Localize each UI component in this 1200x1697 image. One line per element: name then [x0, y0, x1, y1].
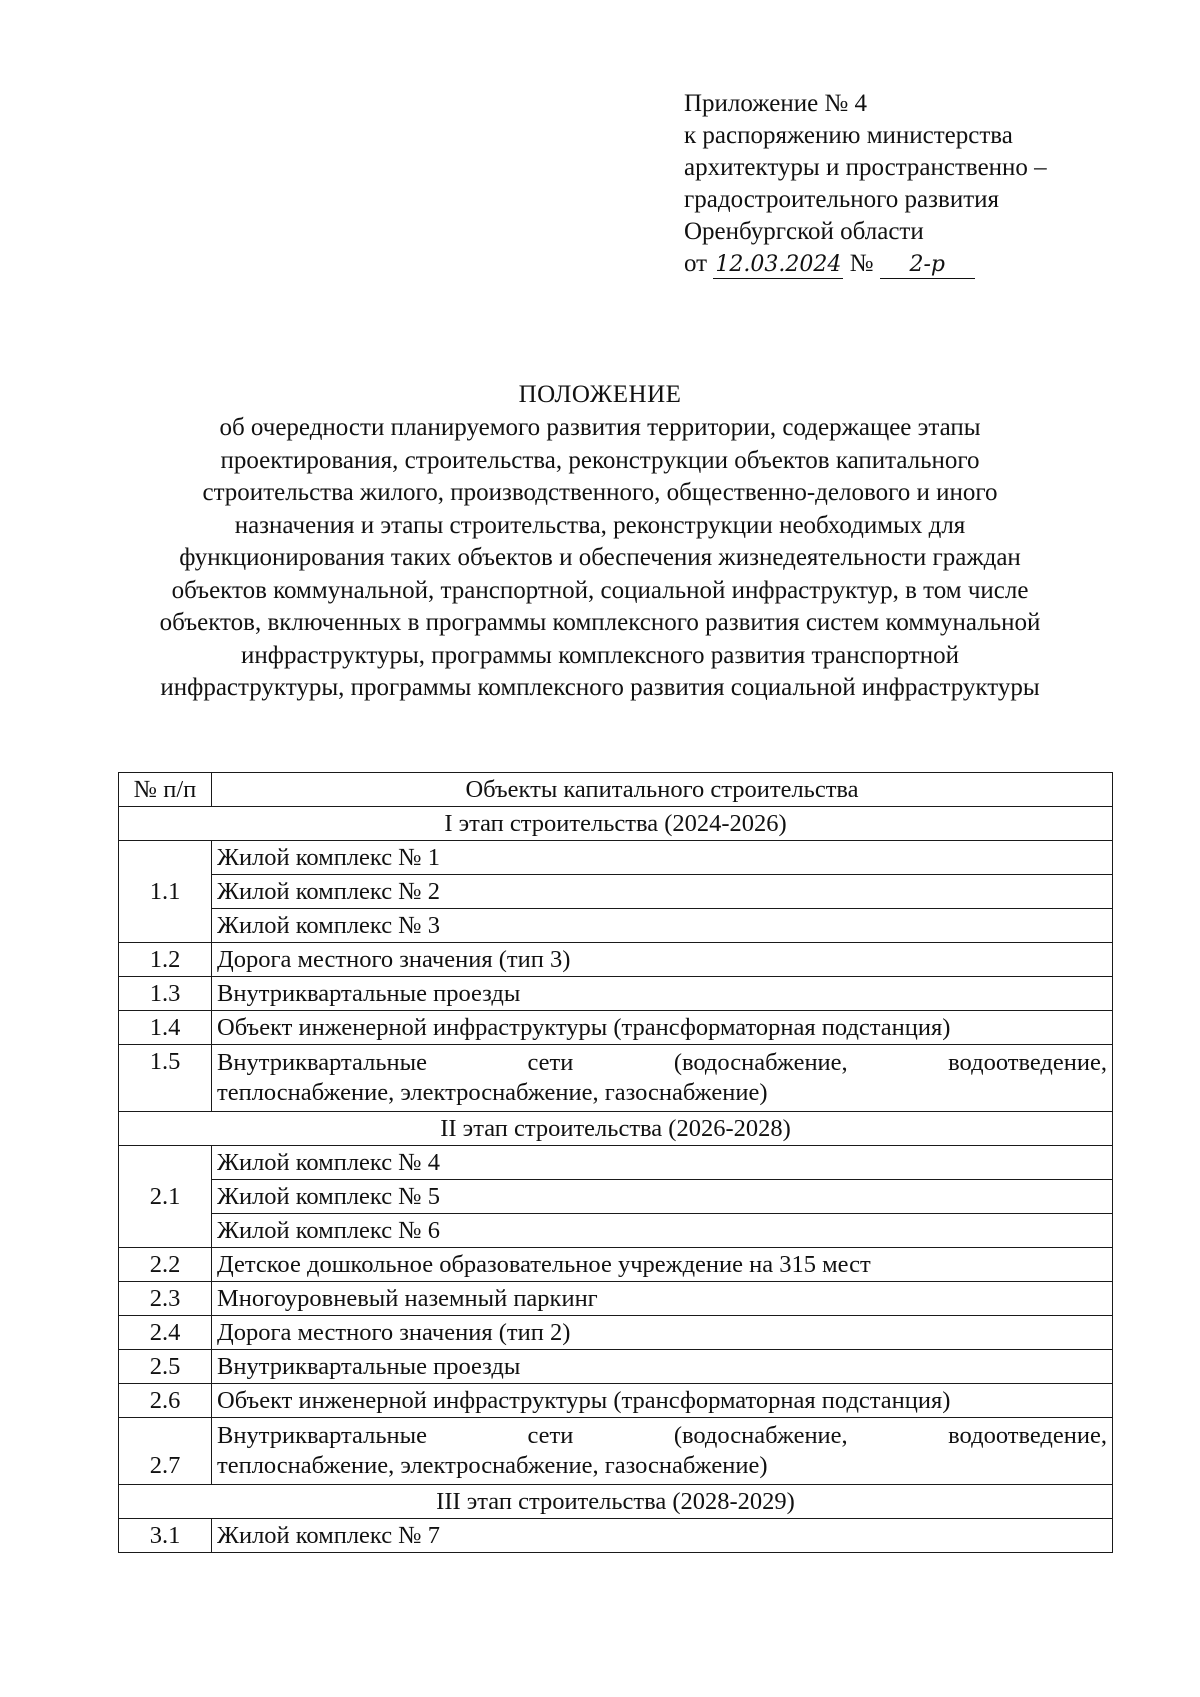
title-line: проектирования, строительства, реконструкции объектов капитального	[220, 446, 980, 474]
row-object-line: Внутриквартальные сети (водоснабжение, водоотведение,	[217, 1422, 1107, 1449]
title-line: объектов коммунальной, транспортной, социальной инфраструктур, в том числе	[171, 576, 1029, 604]
annex-line: к распоряжению министерства	[684, 122, 1013, 149]
annex-line: градостроительного развития	[684, 186, 1000, 213]
row-object: Дорога местного значения (тип 2)	[212, 1316, 1113, 1350]
row-object: Дорога местного значения (тип 3)	[212, 943, 1113, 977]
annex-line: Оренбургской области	[684, 218, 924, 245]
row-object: Жилой комплекс № 4	[212, 1146, 1113, 1180]
handwritten-date: 12.03.2024	[713, 252, 843, 279]
row-object: Внутриквартальные проезды	[212, 1350, 1113, 1384]
row-object: Жилой комплекс № 6	[212, 1214, 1113, 1248]
table-row	[119, 1248, 1113, 1282]
table-row	[119, 1519, 1113, 1553]
table-header-row	[119, 773, 1113, 807]
row-number: 2.1	[119, 1146, 212, 1248]
header-number: № п/п	[119, 773, 212, 807]
table-row	[119, 1180, 1113, 1214]
table-row	[119, 1282, 1113, 1316]
table-row	[119, 943, 1113, 977]
row-number: 2.5	[119, 1350, 212, 1384]
title-line: строительства жилого, производственного, общественно-делового и иного	[202, 479, 998, 506]
row-object: Жилой комплекс № 3	[212, 909, 1113, 943]
row-object: Многоуровневый наземный паркинг	[212, 1282, 1113, 1316]
row-object: Жилой комплекс № 5	[212, 1180, 1113, 1214]
table-row	[119, 1146, 1113, 1180]
header-objects: Объекты капитального строительства	[212, 773, 1113, 807]
row-number: 1.5	[119, 1045, 212, 1112]
table-row	[119, 1011, 1113, 1045]
annex-header	[684, 88, 1164, 280]
row-object-line: теплоснабжение, электроснабжение, газоснабжение)	[217, 1452, 768, 1479]
title-line: инфраструктуры, программы комплексного развития транспортной	[241, 641, 959, 669]
objects-table	[118, 772, 1113, 1553]
title-line: объектов, включенных в программы комплексного развития систем коммунальной	[159, 609, 1041, 636]
row-number: 1.4	[119, 1011, 212, 1045]
stage-1-heading: I этап строительства (2024-2026)	[119, 807, 1113, 841]
row-object: Жилой комплекс № 2	[212, 875, 1113, 909]
row-object	[212, 1045, 1113, 1112]
table-row	[119, 977, 1113, 1011]
stage-2-heading: II этап строительства (2026-2028)	[119, 1112, 1113, 1146]
table-row	[119, 841, 1113, 875]
annex-title: Приложение № 4	[684, 90, 868, 117]
row-object: Объект инженерной инфраструктуры (трансформаторная подстанция)	[212, 1011, 1113, 1045]
title-line: назначения и этапы строительства, реконструкции необходимых для	[234, 511, 966, 539]
row-object-line: теплоснабжение, электроснабжение, газоснабжение)	[217, 1079, 768, 1106]
table-row	[119, 1214, 1113, 1248]
title-line: об очередности планируемого развития территории, содержащее этапы	[219, 414, 981, 441]
table-row	[119, 909, 1113, 943]
row-object: Объект инженерной инфраструктуры (трансформаторная подстанция)	[212, 1384, 1113, 1418]
row-number: 1.3	[119, 977, 212, 1011]
annex-line: архитектуры и пространственно –	[684, 154, 1047, 181]
annex-date-line	[684, 248, 1164, 280]
table-row	[119, 875, 1113, 909]
date-prefix: от	[684, 250, 708, 277]
table-row	[119, 1384, 1113, 1418]
table-row	[119, 1418, 1113, 1485]
row-object: Внутриквартальные проезды	[212, 977, 1113, 1011]
number-prefix: №	[849, 250, 874, 277]
row-object: Жилой комплекс № 1	[212, 841, 1113, 875]
row-number: 1.2	[119, 943, 212, 977]
row-number: 3.1	[119, 1519, 212, 1553]
title-line: функционирования таких объектов и обеспечения жизнедеятельности граждан	[179, 544, 1021, 571]
title-line: инфраструктуры, программы комплексного развития социальной инфраструктуры	[160, 674, 1040, 701]
row-object: Детское дошкольное образовательное учреждение на 315 мест	[212, 1248, 1113, 1282]
row-number: 2.7	[119, 1418, 212, 1485]
row-number: 1.1	[119, 841, 212, 943]
table-row	[119, 1045, 1113, 1112]
stage-row	[119, 1112, 1113, 1146]
row-number: 2.3	[119, 1282, 212, 1316]
row-object-line: Внутриквартальные сети (водоснабжение, водоотведение,	[217, 1049, 1107, 1076]
row-number: 2.2	[119, 1248, 212, 1282]
table-row	[119, 1350, 1113, 1384]
handwritten-number: 2-р	[880, 252, 975, 279]
table-row	[119, 1316, 1113, 1350]
document-title	[100, 378, 1100, 705]
row-object	[212, 1418, 1113, 1485]
stage-row	[119, 807, 1113, 841]
row-number: 2.6	[119, 1384, 212, 1418]
row-object: Жилой комплекс № 7	[212, 1519, 1113, 1553]
stage-3-heading: III этап строительства (2028-2029)	[119, 1485, 1113, 1519]
title-heading: ПОЛОЖЕНИЕ	[518, 381, 682, 408]
row-number: 2.4	[119, 1316, 212, 1350]
stage-row	[119, 1485, 1113, 1519]
